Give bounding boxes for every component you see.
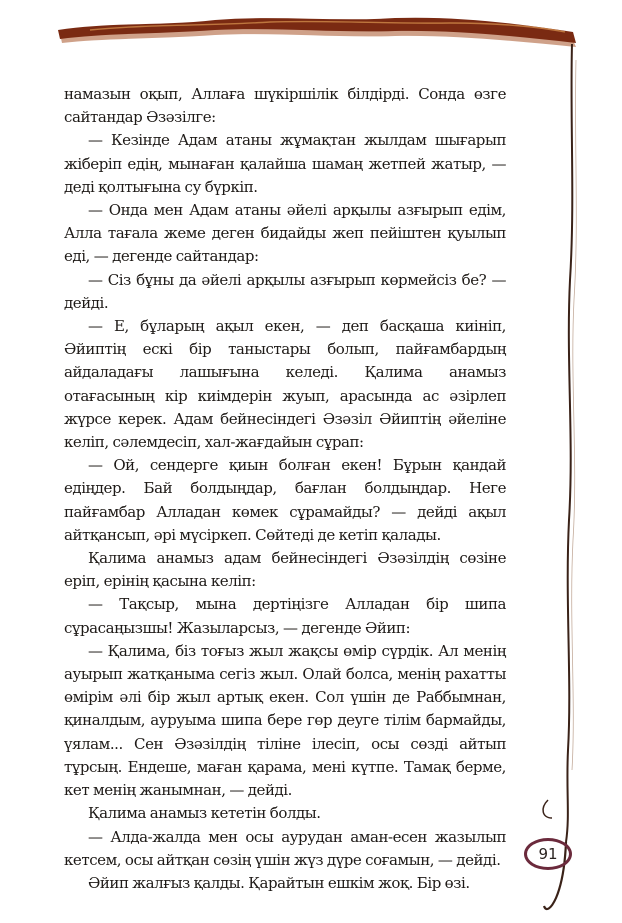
body-text (64, 83, 506, 895)
paragraph: — Е, бұларың ақыл екен, — деп басқаша киініп, Әйиптің ескі бір таныстары болып, пайғамбардың айдаладағы лашығына келеді. Қалима анамыз отағасының кір киімдерін жуып, арасында ас әзірлеп жүрсе керек. Адам бейнесіндегі Әзәзіл Әйиптің әйеліне келіп, сәлемдесіп, хал-жағдайын сұрап: (64, 317, 506, 452)
curl-hook (543, 800, 552, 818)
right-border-line (566, 44, 572, 842)
paragraph: Қалима анамыз кететін болды. (88, 804, 321, 823)
paragraph: — Онда мен Адам атаны әйелі арқылы азғырып едім, Алла тағала жеме деген бидайды жеп пейіштен қуылып еді, — дегенде сайтандар: (64, 201, 506, 266)
paragraph: Қалима анамыз адам бейнесіндегі Әзәзілдің сөзіне еріп, ерінің қасына келіп: (64, 549, 506, 591)
page-number: 91 (524, 838, 572, 870)
paragraph: — Сіз бұны да әйелі арқылы азғырып көрмейсіз бе? — дейді. (64, 270, 506, 312)
paragraph: — Тақсыр, мына дертіңізге Алладан бір шипа сұрасаңызшы! Жазыларсыз, — дегенде Әйип: (64, 595, 506, 637)
paragraph: намазын оқып, Аллаға шүкіршілік білдірді. Сонда өзге сайтандар Әзәзілге: (64, 85, 506, 127)
paragraph: — Ой, сендерге қиын болған екен! Бұрын қандай едіңдер. Бай болдыңдар, бағлан болдыңдар. Неге пайғамбар Алладан көмек сұрамайды? — дейді ақыл айтқансып, әрі мүсіркеп. Сөйтеді де кетіп қалады. (64, 456, 506, 544)
paragraph: — Қалима, біз тоғыз жыл жақсы өмір сүрдік. Ал менің ауырып жатқаныма сегіз жыл. Олай болса, менің рахатты өмірім әлі бір жыл артық екен. Сол үшін де Раббымнан, қиналдым, ауруыма шипа бере гөр деуге тілім бармайды, үялам... Сен Әзәзілдің тіліне ілесіп, осы сөзді айтып тұрсың. Ендеше, маған қарама, мені күтпе. Тамақ берме, кет менің жанымнан, — дейді. (64, 641, 506, 800)
paragraph: — Кезінде Адам атаны жұмақтан жылдам шығарып жіберіп едің, мынаған қалайша шамаң жетпей жатыр, — деді қолтығына су бүркіп. (64, 131, 506, 196)
paragraph: Әйип жалғыз қалды. Қарайтын ешкім жоқ. Бір өзі. (88, 873, 470, 892)
paragraph: — Алда-жалда мен осы аурудан аман-есен жазылып кетсем, осы айтқан сөзің үшін жүз дүре соғамын, — дейді. (64, 827, 506, 869)
